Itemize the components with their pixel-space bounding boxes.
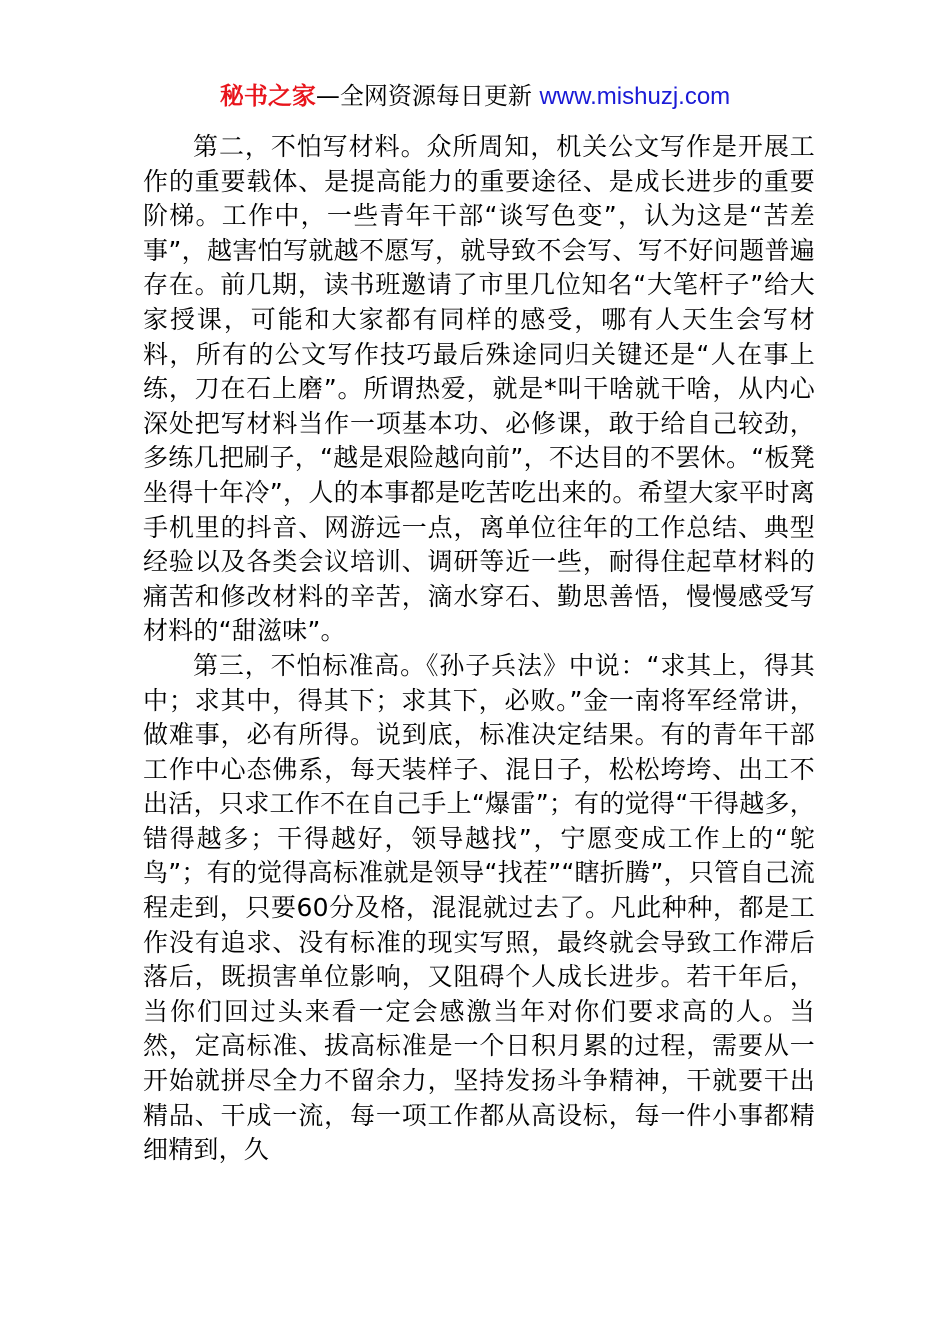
- paragraph-lead: 第二，不怕写材料。: [193, 132, 427, 161]
- site-brand: 秘书之家: [219, 82, 316, 110]
- site-header: [0, 80, 950, 113]
- document-body: [143, 130, 815, 1168]
- paragraph-second: [143, 130, 815, 649]
- site-url-link[interactable]: www.mishuzj.com: [539, 83, 731, 110]
- paragraph-third: [143, 649, 815, 1168]
- paragraph-text: 众所周知，机关公文写作是开展工作的重要载体、是提高能力的重要途径、是成长进步的重要阶梯。工作中，一些青年干部“谈写色变”，认为这是“苦差事”，越害怕写就越不愿写，就导致不会写、写不好问题普遍存在。前几期，读书班邀请了市里几位知名“大笔杆子”给大家授课，可能和大家都有同样的感受，哪有人天生会写材料，所有的公文写作技巧最后殊途同归关键还是“人在事上练，刀在石上磨”。所谓热爱，就是*叫干啥就干啥，从内心深处把写材料当作一项基本功、必修课，敢于给自己较劲，多练几把刷子，“越是艰险越向前”，不达目的不罢休。“板凳坐得十年冷”，人的本事都是吃苦吃出来的。希望大家平时离手机里的抖音、网游远一点，离单位往年的工作总结、典型经验以及各类会议培训、调研等近一些，耐得住起草材料的痛苦和修改材料的辛苦，滴水穿石、勤思善悟，慢慢感受写材料的“甜滋味”。: [143, 132, 815, 646]
- paragraph-text: 《孙子兵法》中说：“求其上，得其中；求其中，得其下；求其下，必败。”金一南将军经常讲，做难事，必有所得。说到底，标准决定结果。有的青年干部工作中心态佛系，每天装样子、混日子，松松垮垮、出工不出活，只求工作不在自己手上“爆雷”；有的觉得“干得越多，错得越多；干得越好，领导越找”，宁愿变成工作上的“鸵鸟”；有的觉得高标准就是领导“找茬”“瞎折腾”，只管自己流程走到，只要60分及格，混混就过去了。凡此种种，都是工作没有追求、没有标准的现实写照，最终就会导致工作滞后落后，既损害单位影响，又阻碍个人成长进步。若干年后，当你们回过头来看一定会感激当年对你们要求高的人。当然，定高标准、拔高标准是一个日积月累的过程，需要从一开始就拼尽全力不留余力，坚持发扬斗争精神，干就要干出精品、干成一流，每一项工作都从高设标，每一件小事都精细精到，久: [143, 650, 815, 1165]
- site-tagline: —全网资源每日更新: [315, 82, 540, 110]
- paragraph-lead: 第三，不怕标准高。: [193, 650, 426, 680]
